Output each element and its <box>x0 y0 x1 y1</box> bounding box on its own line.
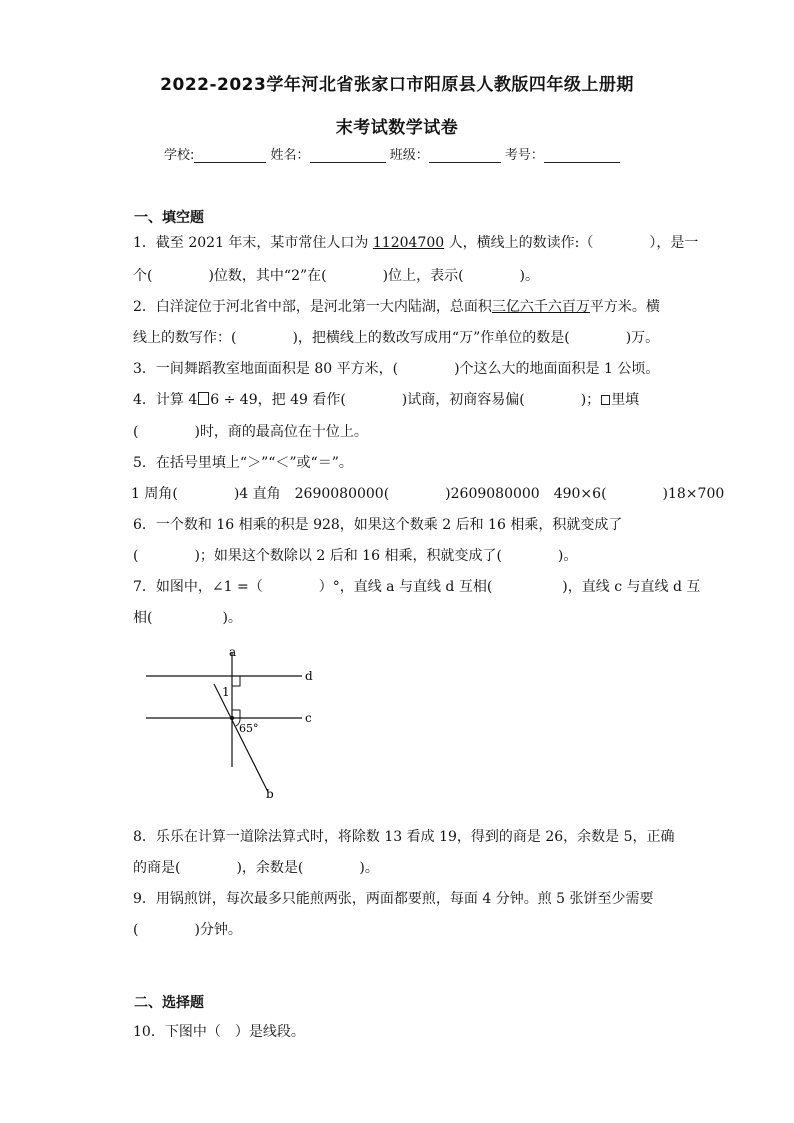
question-4-line1: 4．计算 4 6 ÷ 49，把 49 看作( )试商，初商容易偏( )； 里填 <box>133 392 640 408</box>
number-blank[interactable] <box>544 148 620 163</box>
digit-box-icon <box>198 392 209 405</box>
question-5-line1: 5．在括号里填上“＞”“＜”或“＝”。 <box>133 455 353 471</box>
school-label: 学校: <box>164 148 195 163</box>
question-6-line1: 6．一个数和 16 相乘的积是 928，如果这个数乘 2 后和 16 相乘，积就变成了 <box>133 517 623 533</box>
question-7-line2: 相( )。 <box>133 610 242 626</box>
question-9-line2: ( )分钟。 <box>133 922 242 938</box>
section-heading-fill-blank: 一、填空题 <box>134 210 204 226</box>
class-label: 班级： <box>389 148 429 163</box>
question-3: 3．一间舞蹈教室地面面积是 80 平方米，( )个这么大的地面面积是 1 公顷。 <box>133 361 660 377</box>
angle-1-label: 1 <box>222 685 230 699</box>
label-b: b <box>266 787 274 801</box>
exam-title-line1: 2022-2023学年河北省张家口市阳原县人教版四年级上册期 <box>160 75 634 95</box>
label-a: a <box>229 645 237 659</box>
lake-area-number: 三亿六千六百万 <box>491 299 590 315</box>
question-8-line1: 8．乐乐在计算一道除法算式时，将除数 13 看成 19，得到的商是 26，余数是 5，正确 <box>133 829 675 845</box>
school-blank[interactable] <box>194 148 266 163</box>
question-2-line1: 2．白洋淀位于河北省中部，是河北第一大内陆湖，总面积三亿六千六百万平方米。横 <box>133 299 660 315</box>
student-info-line <box>164 144 620 163</box>
label-d: d <box>305 669 313 683</box>
angle-65-label: 65° <box>239 722 259 735</box>
label-c: c <box>305 711 312 725</box>
right-angle-mark-top <box>232 676 240 686</box>
question-10: 10．下图中（ ）是线段。 <box>133 1024 305 1040</box>
question-6-line2: ( )；如果这个数除以 2 后和 16 相乘，积就变成了( )。 <box>133 548 578 564</box>
question-8-line2: 的商是( )，余数是( )。 <box>133 860 379 876</box>
question-1-line2: 个( )位数，其中“2”在( )位上，表示( )。 <box>133 268 539 284</box>
section-heading-multiple-choice: 二、选择题 <box>134 995 204 1011</box>
question-4-line2: ( )时，商的最高位在十位上。 <box>133 424 368 440</box>
intersection-dot <box>230 716 234 720</box>
question-7-line1: 7．如图中，∠1 =（ ）°，直线 a 与直线 d 互相( )，直线 c 与直线 d 互 <box>133 579 701 595</box>
question-9-line1: 9．用锅煎饼，每次最多只能煎两张，两面都要煎，每面 4 分钟。煎 5 张饼至少需要 <box>133 891 654 907</box>
question-1-line1: 1．截至 2021 年末，某市常住人口为 11204700 人，横线上的数读作:（ ），是一 <box>133 235 699 251</box>
digit-box-icon <box>601 395 610 405</box>
population-number: 11204700 <box>372 235 445 251</box>
name-label: 姓名： <box>270 148 310 163</box>
question-5-line2: 1 周角( )4 直角 2690080000( )2609080000 490×6( )18×700 <box>131 486 725 502</box>
line-b <box>214 684 268 792</box>
question-2-line2: 线上的数写作：( )，把横线上的数改写成用“万”作单位的数是( )万。 <box>133 330 660 346</box>
parallel-lines-figure <box>140 642 340 802</box>
name-blank[interactable] <box>310 148 386 163</box>
exam-title-line2: 末考试数学试卷 <box>335 118 459 138</box>
class-blank[interactable] <box>429 148 501 163</box>
number-label: 考号： <box>504 148 544 163</box>
